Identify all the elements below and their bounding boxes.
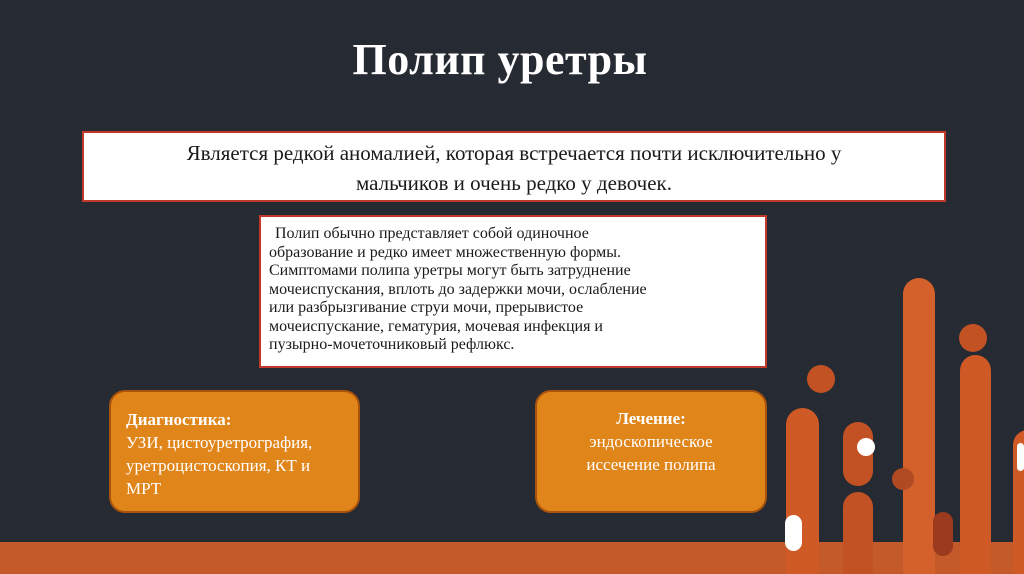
diagnostics-line: МРТ (126, 479, 162, 498)
decor-pill-white (785, 515, 802, 551)
decor-pill-white (1017, 443, 1024, 471)
treatment-line: иссечение полипа (586, 455, 716, 474)
diagnostics-line: УЗИ, цистоуретрография, (126, 433, 313, 452)
treatment-heading: Лечение: (616, 409, 686, 428)
description-line: пузырно-мочеточниковый рефлюкс. (269, 336, 515, 353)
description-line: или разбрызгивание струи мочи, прерывистое (269, 299, 584, 316)
diagnostics-heading: Диагностика: (126, 410, 232, 429)
decor-dot (857, 438, 875, 456)
description-line: мочеиспускание, гематурия, мочевая инфекция и (269, 317, 603, 335)
intro-line: Является редкой аномалией, которая встречается почти исключительно у (186, 141, 842, 165)
description-line: мочеиспускания, вплоть до задержки мочи, ослабление (269, 280, 647, 298)
decor-pill (960, 355, 991, 574)
description-line: образование и редко имеет множественную формы. (269, 243, 621, 261)
description-line: Полип обычно представляет собой одиночное (275, 225, 589, 242)
decor-pill (843, 492, 873, 574)
decor-pill (933, 512, 953, 556)
intro-line: мальчиков и очень редко у девочек. (355, 171, 673, 195)
description-line: Симптомами полипа уретры могут быть затруднение (269, 262, 631, 279)
treatment-line: эндоскопическое (589, 432, 713, 451)
diagnostics-line: уретроцистоскопия, КТ и (126, 456, 311, 475)
decor-dot (959, 324, 987, 352)
slide-title: Полип уретры (352, 35, 648, 84)
decor-dot (892, 468, 914, 490)
decor-dot (807, 365, 835, 393)
decor-pill (903, 278, 935, 574)
